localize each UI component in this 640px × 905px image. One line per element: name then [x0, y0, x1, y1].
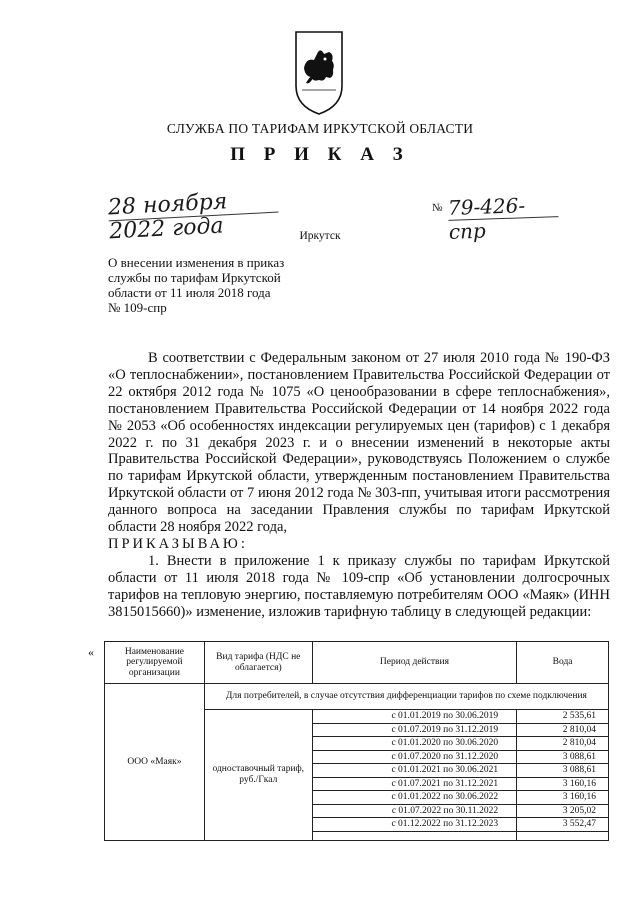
tariff-table: [104, 641, 609, 841]
period-cell: с 01.01.2019 по 30.06.2019: [312, 710, 516, 724]
water-price-cell: 3 088,61: [517, 764, 609, 778]
subject-line: службы по тарифам Иркутской: [108, 270, 281, 285]
header-tariff-type: Вид тарифа (НДС не облагается): [204, 642, 312, 684]
period-cell: с 01.07.2022 по 30.11.2022: [312, 804, 516, 818]
period-cell: с 01.12.2022 по 31.12.2023: [312, 818, 516, 832]
preamble-paragraph: В соответствии с Федеральным законом от 27 июля 2010 года № 190-ФЗ «О теплоснабжении», постановлением Правительства Российской Федерации от 22 октября 2012 года № 1075 «О ценообразовании в сфере теплоснабжения», постановлением Правительства Российской Федерации от 14 ноября 2022 года № 2053 «Об особенностях индексации регулируемых цен (тарифов) с 1 декабря 2022 г. по 31 декабря 2023 г. и о внесении изменений в некоторые акты Правительства Российской Федерации», руководствуясь Положением о службе по тарифам Иркутской области, утвержденным постановлением Правительства Иркутской области от 7 июня 2012 года № 303-пп, учитывая итоги рассмотрения данного вопроса на заседании Правления службы по тарифам Иркутской области 28 ноября 2022 года,: [108, 350, 610, 536]
period-cell: с 01.07.2020 по 31.12.2020: [312, 750, 516, 764]
water-price-cell: 3 160,16: [517, 777, 609, 791]
org-name-cell: ООО «Маяк»: [105, 684, 205, 841]
handwritten-order-number: 79-426-спр: [448, 192, 559, 221]
water-price-cell: 3 088,61: [517, 750, 609, 764]
water-price-cell: 2 810,04: [517, 723, 609, 737]
document-type-title: П Р И К А З: [230, 144, 410, 165]
period-cell: с 01.01.2021 по 30.06.2021: [312, 764, 516, 778]
opening-quote-mark: «: [88, 645, 94, 659]
period-cell: с 01.07.2019 по 31.12.2019: [312, 723, 516, 737]
order-number-field: [432, 193, 562, 244]
organization-name: СЛУЖБА ПО ТАРИФАМ ИРКУТСКОЙ ОБЛАСТИ: [166, 121, 474, 136]
table-group-row: [105, 684, 609, 710]
number-sign: №: [432, 202, 443, 214]
order-subject: [108, 255, 332, 315]
water-price-cell: 3 552,47: [517, 818, 609, 832]
water-price-cell: 2 535,61: [517, 710, 609, 724]
item-1-paragraph: 1. Внести в приложение 1 к приказу службы по тарифам Иркутской области от 11 июля 2018 года № 109-спр «Об установлении долгосрочных тарифов на тепловую энергию, поставляемую потребителям ООО «Маяк» (ИНН 3815015660)» изменение, изложив тарифную таблицу в следующей редакции:: [108, 552, 610, 620]
subject-line: О внесении изменения в приказ: [108, 255, 285, 270]
empty-cell: [517, 831, 609, 840]
tariff-type-cell: одноставочный тариф, руб./Гкал: [204, 710, 312, 841]
water-price-cell: 3 205,02: [517, 804, 609, 818]
header-water: Вода: [517, 642, 609, 684]
handwritten-date: 28 ноября 2022 года: [107, 188, 278, 222]
period-cell: с 01.01.2020 по 30.06.2020: [312, 737, 516, 751]
empty-cell: [312, 831, 516, 840]
order-body: [108, 350, 610, 621]
header-org: Наименование регулируемой организации: [105, 642, 205, 684]
consumer-group-cell: Для потребителей, в случае отсутствия дифференциации тарифов по схеме подключения: [204, 684, 608, 710]
table-header-row: [105, 642, 609, 684]
water-price-cell: 3 160,16: [517, 791, 609, 805]
header-period: Период действия: [312, 642, 516, 684]
irkutsk-coat-of-arms-icon: [294, 30, 344, 116]
order-heading: ПРИКАЗЫВАЮ:: [108, 535, 248, 552]
period-cell: с 01.01.2022 по 30.06.2022: [312, 791, 516, 805]
water-price-cell: 2 810,04: [517, 737, 609, 751]
subject-line: области от 11 июля 2018 года: [108, 285, 271, 300]
city-name: Иркутск: [299, 230, 341, 242]
period-cell: с 01.07.2021 по 31.12.2021: [312, 777, 516, 791]
subject-line: № 109-спр: [108, 300, 167, 315]
